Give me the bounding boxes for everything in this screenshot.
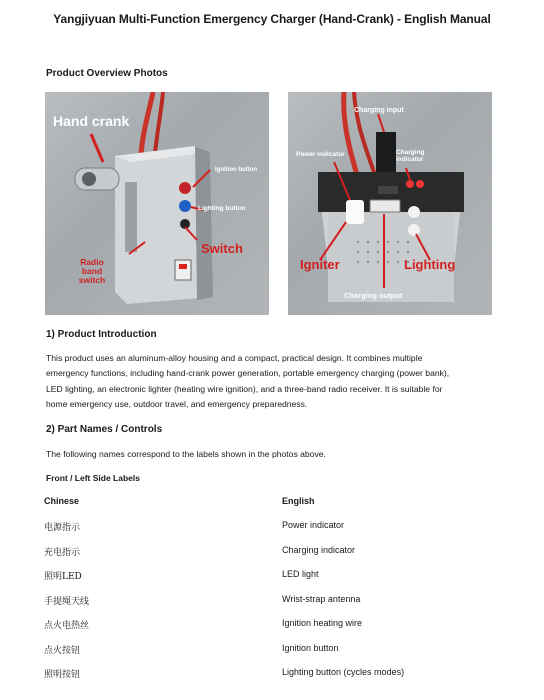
cell-chinese: 手提绳天线 [44, 596, 90, 607]
cell-chinese: 充电指示 [44, 547, 81, 558]
overview-heading: Product Overview Photos [46, 68, 168, 79]
section1-body [46, 351, 504, 413]
label-charging-input: Charging input [354, 107, 404, 114]
cell-english: LED light [282, 569, 319, 579]
page-title: Yangjiyuan Multi-Function Emergency Charger (Hand-Crank) - English Manual [53, 12, 491, 26]
cell-english: Charging indicator [282, 544, 356, 555]
section2-intro: The following names correspond to the labels shown in the photos above. [46, 449, 326, 459]
table-row [46, 618, 506, 634]
cell-chinese: 点火按钮 [44, 645, 81, 656]
cell-english: Lighting button (cycles modes) [282, 667, 405, 677]
table-header [46, 496, 506, 512]
label-power-indicator: Power indicator [296, 151, 345, 158]
label-radio-band-switch: Radio band switch [78, 257, 106, 285]
table-row [46, 594, 506, 610]
table-subheading: Front / Left Side Labels [46, 473, 140, 483]
cell-chinese: 点火电热丝 [44, 621, 90, 631]
label-lighting-button: Lighting button [198, 205, 246, 212]
cell-chinese: 照明按钮 [44, 670, 81, 680]
label-igniter: Igniter [300, 257, 340, 272]
photo-left [45, 92, 269, 315]
section1-line: LED lighting, an electronic lighter (heating wire ignition), and a three-band radio receiver. It is suitable for [46, 383, 443, 394]
header-chinese: Chinese [44, 496, 80, 506]
label-hand-crank: Hand crank [53, 113, 130, 129]
cell-english: Ignition heating wire [282, 618, 363, 628]
section1-heading: 1) Product Introduction [46, 329, 157, 340]
table-row [46, 643, 506, 659]
table-row [46, 520, 506, 536]
cell-english: Power indicator [282, 520, 345, 530]
label-switch: Switch [201, 241, 243, 256]
section2-heading: 2) Part Names / Controls [46, 424, 163, 435]
cell-english: Ignition button [282, 642, 339, 653]
section1-line: emergency functions, including hand-crank power generation, portable emergency charging (power bank), [46, 368, 450, 379]
label-charging-indicator: Charging indicator [396, 149, 425, 163]
cell-chinese: 电源指示 [44, 523, 81, 533]
cell-chinese: 照明LED [44, 572, 82, 582]
section1-line: home emergency use, outdoor travel, and emergency preparedness. [46, 399, 308, 410]
table-row [46, 545, 506, 561]
label-lighting: Lighting [404, 257, 456, 272]
photo-right [288, 92, 492, 315]
label-charging-output: Charging output [344, 291, 403, 300]
header-english: English [282, 496, 315, 506]
cell-english: Wrist-strap antenna [282, 593, 361, 604]
device-front-illustration [288, 92, 492, 315]
table-row [46, 667, 506, 683]
section1-line: This product uses an aluminum-alloy housing and a compact, practical design. It combines multiple [46, 353, 423, 363]
table-row [46, 569, 506, 585]
label-ignition-button: Ignition button [215, 167, 257, 173]
